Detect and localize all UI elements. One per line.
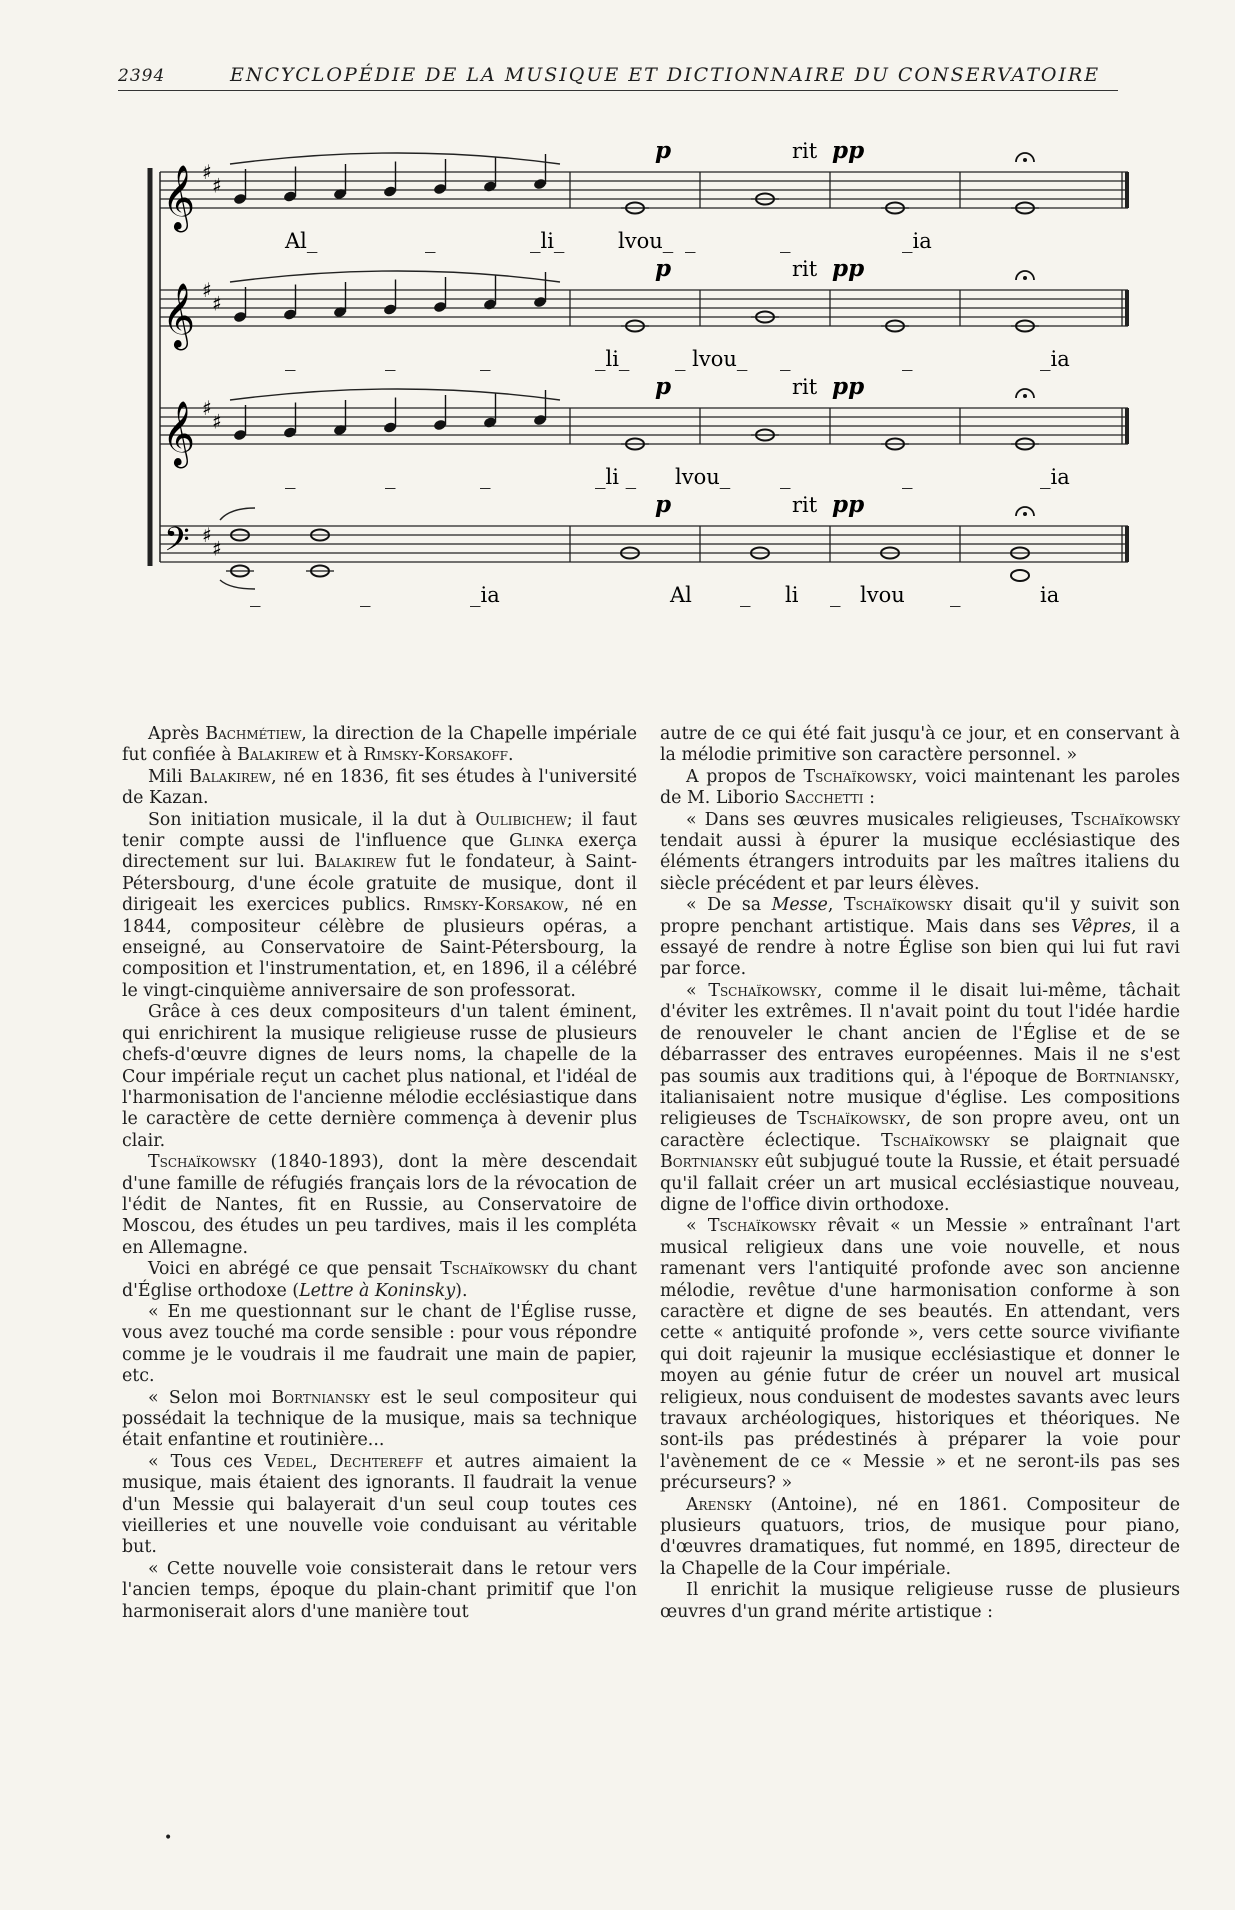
text-run: (Antoine), né en 1861. Compositeur de plusieurs quatuors, trios, de musique pour piano, d'œuvres dramatiques, fut nommé, en 1895, directeur de la Chapelle de la Cour impériale. (660, 1494, 1180, 1579)
page-number: 2394 (118, 66, 166, 86)
text-run: autre de ce qui été fait jusqu'à ce jour, et en conservant à la mélodie primitive son caractère personnel. » (660, 724, 1180, 766)
dynamic-pp: pp (832, 373, 865, 400)
paragraph (660, 767, 1180, 810)
paragraph (122, 724, 637, 767)
treble-clef-icon: 𝄞 (162, 401, 196, 466)
text-run: : (863, 788, 875, 809)
text-run: disait qu'il y suivit son propre penchant artistique. Mais dans ses (660, 895, 1180, 937)
text-run: , voici maintenant les paroles de M. Liborio (660, 766, 1180, 809)
lyric-syllable: Al_ (285, 229, 318, 253)
paragraph (122, 1302, 637, 1388)
paragraph (660, 810, 1180, 896)
name-smallcaps: Bachmétiew (205, 724, 302, 744)
paragraph (122, 810, 637, 1003)
paragraph (660, 1216, 1180, 1494)
lyric-syllable: _ (780, 229, 791, 253)
music-score (140, 130, 1140, 670)
name-smallcaps: Bortniansky (660, 1152, 759, 1173)
paragraph (660, 724, 1180, 767)
lyric-syllable: _li_ (530, 229, 565, 253)
bass-clef-icon: 𝄢 (164, 521, 190, 567)
lyric-syllable: Al (670, 583, 692, 607)
lyric-syllable: _ (285, 347, 296, 371)
text-run: et à (319, 745, 364, 766)
lyric-syllable: _ (480, 347, 491, 371)
lyric-syllable: _ (830, 583, 841, 607)
lyric-syllable: _ (902, 347, 913, 371)
name-smallcaps: Glinka (509, 831, 564, 852)
lyric-syllable: ia (1040, 583, 1060, 607)
lyric-syllable: lvou_ (618, 229, 674, 253)
text-run: tendait aussi à épurer la musique ecclésiastique des éléments étrangers introduits par les maîtres italiens du siècle précédent et par leurs élèves. (660, 831, 1180, 894)
lyric-syllable: _ia (470, 583, 500, 607)
text-run: « Dans ses œuvres musicales religieuses, (686, 809, 1072, 830)
dynamic-p: p (655, 137, 672, 164)
name-smallcaps: Balakirew (314, 852, 397, 873)
text-column-right (660, 724, 1180, 1623)
running-title: ENCYCLOPÉDIE DE LA MUSIQUE ET DICTIONNAIRE DU CONSERVATOIRE (230, 64, 1101, 86)
lyric-syllable: _ia (902, 229, 932, 253)
name-smallcaps: Rimsky-Korsakoff (363, 745, 508, 766)
name-smallcaps: Tschaïkowsky (881, 1130, 990, 1151)
dynamic-p: p (655, 255, 672, 282)
text-run: , italianisaient notre musique d'église. Les compositions religieuses de (660, 1066, 1180, 1130)
fermata-dot (1023, 158, 1027, 162)
paragraph (122, 1152, 637, 1259)
paragraph (122, 767, 637, 810)
name-smallcaps: Tschaïkowsky (843, 895, 953, 916)
lyric-syllable: _ (902, 465, 913, 489)
fermata-dot (1023, 394, 1027, 398)
text-run: eût subjugué toute la Russie, et était persuadé qu'il fallait créer un art musical ecclésiastique nouveau, digne de l'office divin orthodoxe. (660, 1152, 1180, 1215)
tempo-rit: rit (792, 375, 818, 399)
paragraph (660, 981, 1180, 1216)
lyric-syllable: _ (285, 465, 296, 489)
text-run: Messe (771, 895, 828, 916)
text-run: « De sa (686, 895, 772, 916)
name-smallcaps: Rimsky-Korsakow (423, 895, 564, 916)
text-column-left (122, 724, 637, 1623)
text-run: du chant d'Église orthodoxe ( (122, 1259, 637, 1301)
score-svg (140, 130, 1140, 670)
name-smallcaps: Tschaïkowsky (797, 1109, 906, 1130)
text-run: est le seul compositeur qui possédait la technique de la musique, mais sa technique était enfantine et routinière... (122, 1387, 638, 1451)
lyric-syllable: _ (950, 583, 961, 607)
text-run: Vêpres (1071, 916, 1131, 937)
text-run: , né en 1844, compositeur célèbre de plusieurs opéras, a enseigné, au Conservatoire de Saint-Pétersbourg, la composition et l'instrumentation, et, en 1896, il a célébré le vingt-cinquième anniversaire de son professorat. (122, 895, 638, 1001)
sharp-icon: ♯ (212, 291, 222, 316)
name-smallcaps: Tschaïkowsky (708, 980, 817, 1001)
name-smallcaps: Vedel (264, 1451, 312, 1472)
running-header (118, 60, 1118, 91)
lyric-syllable: _li_ (595, 347, 630, 371)
paragraph (122, 1559, 637, 1623)
sharp-icon: ♯ (202, 160, 212, 184)
text-run: Lettre à Koninsky (299, 1280, 456, 1301)
text-run: fut le fondateur, à Saint-Pétersbourg, d'une école gratuite de musique, dont il dirigeait les exercices publics. (122, 852, 637, 916)
text-run: A propos de (686, 766, 804, 787)
text-run: Après (148, 724, 206, 744)
name-smallcaps: Bortniansky (1075, 1066, 1175, 1087)
whole-note (1011, 570, 1029, 581)
name-smallcaps: Arensky (686, 1494, 752, 1515)
paragraph (660, 895, 1180, 981)
name-smallcaps: Bortniansky (271, 1387, 371, 1408)
lyric-syllable: _ (740, 583, 751, 607)
text-run: « (686, 1216, 708, 1237)
text-run: rêvait « un Messie » entraînant l'art musical religieux dans une voie nouvelle, et nous ramenant vers l'antiquité profonde avec son ancienne mélodie, revêtue d'une harmonisation conforme à son caractère et digne de ses beautés. En attendant, vers cette « antiquité profonde », vers cette source vivifiante qui doit rajeunir la musique ecclésiastique et donner le moyen au génie futur de créer un nouvel art musical religieux, nous conduisent de modestes savants avec leurs travaux archéologiques, historiques et théoriques. Ne sont-ils pas prédestinés à préparer la voie pour l'avènement de ce « Messie » et ne seront-ils pas ses précurseurs? » (660, 1216, 1180, 1494)
footer-mark: • (164, 1830, 173, 1846)
text-run: « Cette nouvelle voie consisterait dans le retour vers l'ancien temps, époque du plain-chant primitif que l'on harmoniserait alors d'une manière tout (122, 1558, 637, 1622)
tempo-rit: rit (792, 139, 818, 163)
name-smallcaps: Balakirew (237, 745, 320, 766)
text-run: Son initiation musicale, il la dut à (148, 809, 476, 830)
tempo-rit: rit (792, 257, 818, 281)
dynamic-p: p (655, 491, 672, 518)
tempo-rit: rit (792, 493, 818, 517)
dynamic-p: p (655, 373, 672, 400)
lyric-syllable: _ (250, 583, 261, 607)
text-run: , né en 1836, fit ses études à l'université de Kazan. (122, 766, 637, 809)
fermata-dot (1023, 276, 1027, 280)
text-run: (1840-1893), dont la mère descendait d'une famille de réfugiés français lors de la révocation de l'édit de Nantes, fit en Russie, au Conservatoire de Moscou, des études un peu tardives, mais il les compléta en Allemagne. (122, 1152, 637, 1258)
text-run: « (686, 980, 709, 1001)
name-smallcaps: Balakirew (189, 766, 272, 787)
treble-clef-icon: 𝄞 (162, 165, 196, 230)
paragraph (660, 1580, 1180, 1623)
lyric-syllable: _ia (1040, 465, 1070, 489)
text-run: exerça directement sur lui. (122, 831, 637, 873)
text-run: « Selon moi (148, 1387, 272, 1408)
paragraph (122, 1259, 637, 1302)
paragraph (660, 1495, 1180, 1581)
fermata-dot (1023, 512, 1027, 516)
lyric-syllable: lvou_ (675, 465, 731, 489)
name-smallcaps: Dechtereff (329, 1451, 424, 1472)
text-run: ; il faut tenir compte aussi de l'influence que (122, 809, 637, 852)
treble-clef-icon: 𝄞 (162, 283, 196, 348)
lyric-syllable: li (785, 583, 799, 607)
paragraph (122, 1388, 637, 1452)
name-smallcaps: Tschaïkowsky (1071, 809, 1180, 830)
paragraph (122, 1452, 637, 1559)
dynamic-pp: pp (832, 137, 865, 164)
text-run: Mili (148, 766, 190, 787)
tie (220, 508, 255, 520)
sharp-icon: ♯ (212, 173, 222, 198)
text-run: se plaignait que (989, 1130, 1180, 1151)
lyric-syllable: _ (385, 347, 396, 371)
lyric-syllable: _ (685, 229, 696, 253)
dynamic-pp: pp (832, 255, 865, 282)
text-run: Il enrichit la musique religieuse russe de plusieurs œuvres d'un grand mérite artistique : (660, 1580, 1180, 1622)
name-smallcaps: Tschaïkowsky (148, 1152, 257, 1173)
lyric-syllable: _ (385, 465, 396, 489)
lyric-syllable: _ (360, 583, 371, 607)
text-run: , (827, 895, 844, 916)
paragraph (122, 1002, 637, 1152)
sharp-icon: ♯ (212, 536, 222, 561)
text-run: , la direction de la Chapelle impériale fut confiée à (122, 724, 638, 766)
text-run: , de son propre aveu, ont un caractère éclectique. (660, 1109, 1180, 1151)
lyric-syllable: _ (480, 465, 491, 489)
sharp-icon: ♯ (212, 409, 222, 434)
dynamic-pp: pp (832, 491, 865, 518)
text-run: « Tous ces (148, 1451, 265, 1472)
lyric-syllable: _li _ (595, 465, 637, 489)
lyric-syllable: _ (425, 229, 436, 253)
lyric-syllable: _ lvou_ (675, 347, 748, 371)
name-smallcaps: Tschaïkowsky (803, 766, 913, 787)
text-run: , comme il le disait lui-même, tâchait d'éviter les extrêmes. Il n'avait point du tout l'idée hardie de renouveler le chant ancien de l'Église et de se débarrasser des entraves européennes. Mais il ne s'est pas soumis aux traditions qui, à l'époque de (660, 980, 1181, 1087)
name-smallcaps: Oulibichew (475, 809, 567, 830)
text-run: Grâce à ces deux compositeurs d'un talent éminent, qui enrichirent la musique religieuse russe de plusieurs chefs-d'œuvre dignes de leurs noms, la chapelle de la Cour impériale reçut un cachet plus national, et l'idéal de l'harmonisation de l'ancienne mélodie ecclésiastique dans le caractère de cette dernière commença à devenir plus clair. (122, 1002, 637, 1151)
text-run: « En me questionnant sur le chant de l'Église russe, vous avez touché ma corde sensible : pour vous répondre comme je le voudrais il me faudrait une main de papier, etc. (122, 1301, 637, 1387)
text-run: , (311, 1451, 330, 1472)
text-run: et autres aimaient la musique, mais étaient des ignorants. Il faudrait la venue d'un Messie qui balayerait d'un seul coup toutes ces vieilleries et une nouvelle voie conduisant au véritable but. (122, 1451, 637, 1558)
lyric-syllable: _ (780, 347, 791, 371)
sharp-icon: ♯ (202, 396, 212, 420)
sharp-icon: ♯ (202, 278, 212, 302)
text-run: ). (455, 1280, 468, 1301)
text-run: . (508, 745, 514, 766)
text-run: , il a essayé de rendre à notre Église son bien qui lui fut ravi par force. (660, 916, 1181, 980)
name-smallcaps: Sacchetti (784, 788, 864, 809)
lyric-syllable: _ia (1040, 347, 1070, 371)
sharp-icon: ♯ (202, 523, 212, 547)
name-smallcaps: Tschaïkowsky (440, 1259, 549, 1280)
name-smallcaps: Tschaïkowsky (707, 1216, 817, 1237)
text-run: Voici en abrégé ce que pensait (148, 1259, 441, 1280)
lyric-syllable: _ (780, 465, 791, 489)
lyric-syllable: lvou (860, 583, 905, 607)
